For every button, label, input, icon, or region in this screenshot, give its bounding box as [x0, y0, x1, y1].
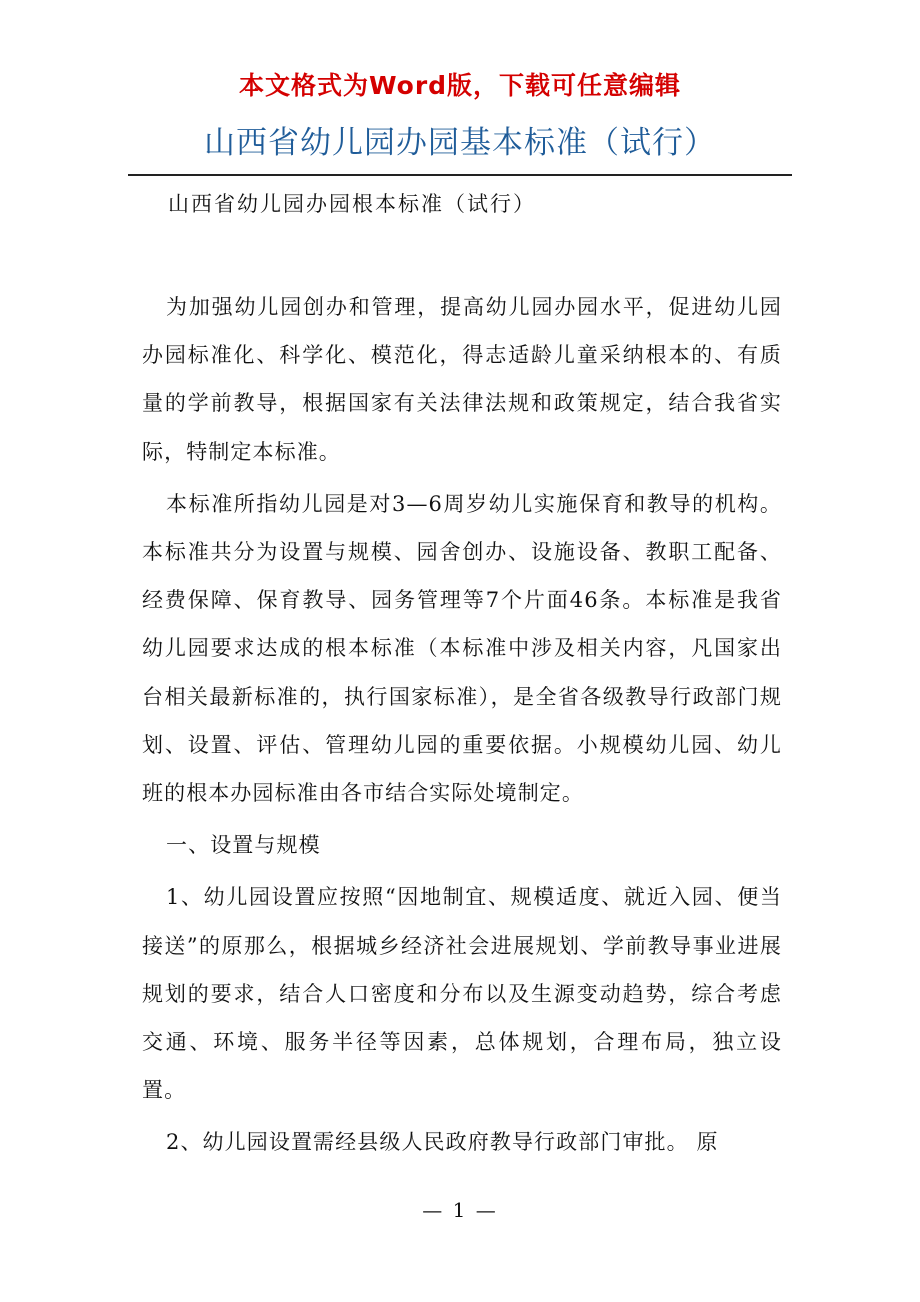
document-title: 山西省幼儿园办园基本标准（试行）	[204, 125, 716, 161]
page-number: — 1 —	[422, 1198, 498, 1222]
paragraph-scope: 本标准所指幼儿园是对3—6周岁幼儿实施保育和教导的机构。本标准共分为设置与规模、园舍创办、设施设备、教职工配备、经费保障、保育教导、园务管理等7个片面46条。本标准是我省幼儿园要求达成的根本标准（本标准中涉及相关内容，凡国家出台相关最新标准的，执行国家标准），是全省各级教导行政部门规划、设置、评估、管理幼儿园的重要依据。小规模幼儿园、幼儿班的根本办园标准由各市结合实际处境制定。	[142, 491, 782, 806]
paragraph-intro: 为加强幼儿园创办和管理，提高幼儿园办园水平，促进幼儿园办园标准化、科学化、模范化，得志适龄儿童采纳根本的、有质量的学前教导，根据国家有关法律法规和政策规定，结合我省实际，特制定本标准。	[142, 295, 782, 464]
document-subtitle: 山西省幼儿园办园根本标准（试行）	[168, 192, 536, 216]
document-body	[142, 283, 782, 1167]
format-notice: 本文格式为Word版，下载可任意编辑	[238, 71, 682, 100]
title-divider	[128, 174, 792, 176]
section-heading-setup: 一、设置与规模	[166, 833, 321, 858]
paragraph-article-2: 2、幼儿园设置需经县级人民政府教导行政部门审批。 原	[166, 1130, 719, 1155]
paragraph-article-1: 1、幼儿园设置应按照“因地制宜、规模适度、就近入园、便当接送”的原那么，根据城乡经济社会进展规划、学前教导事业进展规划的要求，结合人口密度和分布以及生源变动趋势，综合考虑交通、环境、服务半径等因素，总体规划，合理布局，独立设置。	[142, 885, 782, 1103]
